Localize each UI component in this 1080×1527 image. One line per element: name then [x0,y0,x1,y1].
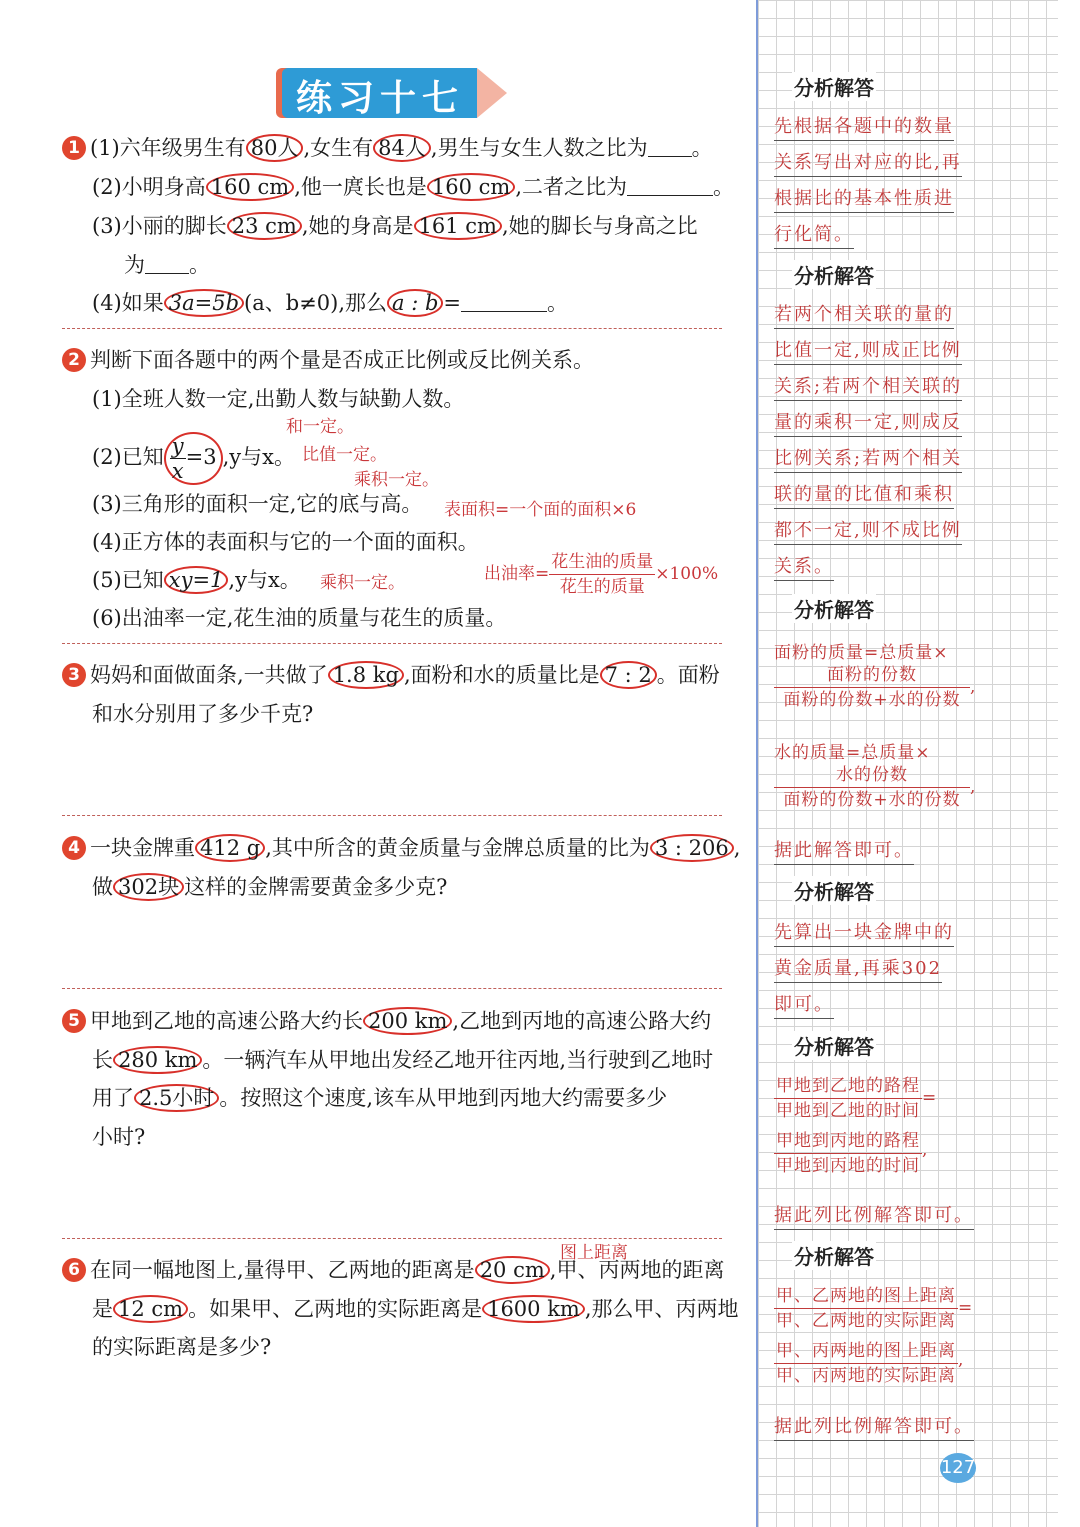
q2-item6: (6)出油率一定,花生油的质量与花生的质量。 [92,606,507,630]
analysis-6-formula: $\frac{\text{甲、乙两地的图上距离}}{\text{甲、乙两地的实际距离}}$ = $\frac{\text{甲、丙两地的图上距离}}{\text{甲、丙两地的实际距离}}$ , [776,1286,974,1386]
q2-item3: (3)三角形的面积一定,它的底与高。 [92,492,423,516]
analysis-2-line: 比例关系;若两个相关 [774,446,962,473]
q2-item4: (4)正方体的表面积与它的一个面的面积。 [92,530,479,554]
divider [62,988,722,989]
q2-note3: 乘积一定。 [354,470,439,490]
q5-number: 5 [62,1009,86,1033]
answer-blank[interactable] [145,273,189,274]
page-title: 练习十七 [295,78,464,119]
q6-line2: 是 12 cm 。如果甲、乙两地的实际距离是 1600 km ,那么甲、丙两地 [92,1297,739,1321]
q2-note1: 和一定。 [286,417,354,437]
q3-line1: 3 妈妈和面做面条,一共做了 1.8 kg ,面粉和水的质量比是 7 : 2 。面粉 [62,661,720,689]
analysis-heading-4: 分析解答 [792,876,876,905]
analysis-heading-1: 分析解答 [792,72,876,101]
analysis-1-line: 关系写出对应的比,再 [774,150,962,177]
q2-item1: (1)全班人数一定,出勤人数与缺勤人数。 [92,387,465,411]
q1-part4: (4)如果 3a=5b (a、b≠0),那么 a : b = 。 [92,291,569,315]
analysis-heading-6: 分析解答 [792,1241,876,1270]
analysis-2-line: 量的乘积一定,则成反 [774,410,962,437]
q5-line1: 5 甲地到乙地的高速公路大约长 200 km ,乙地到丙地的高速公路大约 [62,1007,711,1035]
analysis-2-line: 若两个相关联的量的 [774,302,954,329]
analysis-3-line: 据此解答即可。 [774,838,914,865]
q2-note6: 出油率= $\frac{\text{花生油的质量}}{\text{花生的质量}}$ ×100% [484,552,719,597]
analysis-heading-2: 分析解答 [792,260,876,289]
q5-line2: 长 280 km 。一辆汽车从甲地出发经乙地开往丙地,当行驶到乙地时 [92,1048,714,1072]
analysis-4-line: 黄金质量,再乘302 [774,956,942,983]
q1-part2: (2)小明身高 160 cm ,他一庹长也是 160 cm ,二者之比为 。 [92,175,734,199]
q6-number: 6 [62,1258,86,1282]
page-number: 127 [940,1453,976,1483]
q3-line2: 和水分别用了多少千克? [92,702,314,726]
q6-line3: 的实际距离是多少? [92,1335,272,1359]
analysis-2-line: 联的量的比值和乘积 [774,482,954,509]
analysis-2-line: 比值一定,则成正比例 [774,338,962,365]
divider [62,328,722,329]
analysis-heading-5: 分析解答 [792,1031,876,1060]
analysis-4-line: 先算出一块金牌中的 [774,920,954,947]
q6-line1: 6 在同一幅地图上,量得甲、乙两地的距离是 20 cm ,甲、丙两地的距离 [62,1256,724,1284]
analysis-5-formula: $\frac{\text{甲地到乙地的路程}}{\text{甲地到乙地的时间}}$ = $\frac{\text{甲地到丙地的路程}}{\text{甲地到丙地的时间}}$ , [776,1076,938,1176]
q1-part1: 1 (1)六年级男生有 80人 ,女生有 84人 ,男生与女生人数之比为 。 [62,134,713,162]
q4-number: 4 [62,836,86,860]
q1-part3-cont: 为 。 [124,253,210,277]
analysis-4-line: 即可。 [774,992,834,1019]
analysis-heading-3: 分析解答 [792,594,876,623]
q3-number: 3 [62,663,86,687]
analysis-2-line: 关系。 [774,554,834,581]
divider [62,815,722,816]
q4-line1: 4 一块金牌重 412 g ,其中所含的黄金质量与金牌总质量的比为 3 : 206 , [62,834,740,862]
q2-note2: 比值一定。 [302,445,387,465]
analysis-5-line: 据此列比例解答即可。 [774,1203,974,1230]
divider [62,643,722,644]
answer-blank[interactable] [648,156,692,157]
analysis-1-line: 行化简。 [774,222,854,249]
q4-line2: 做 302块 这样的金牌需要黄金多少克? [92,875,448,899]
q5-line3: 用了 2.5小时 。按照这个速度,该车从甲地到丙地大约需要多少 [92,1086,668,1110]
q1-number: 1 [62,136,86,160]
q2-note4: 表面积=一个面的面积×6 [444,500,637,520]
analysis-1-line: 根据比的基本性质进 [774,186,954,213]
analysis-3-formula-2: 水的质量=总质量× $\frac{\text{水的份数}}{\text{面粉的份数+水的份数}}$ , [774,743,977,810]
q2-item2: (2)已知 $\frac{y}{x}$ =3 ,y与x。 [92,434,295,483]
q2-intro: 2 判断下面各题中的两个量是否成正比例或反比例关系。 [62,346,594,374]
analysis-3-formula-1: 面粉的质量=总质量× $\frac{\text{面粉的份数}}{\text{面粉的份数+水的份数}}$ , [774,643,977,710]
analysis-1-line: 先根据各题中的数量 [774,114,954,141]
analysis-2-line: 关系;若两个相关联的 [774,374,962,401]
answer-blank[interactable] [627,195,713,196]
q6-note: 图上距离 [560,1243,628,1263]
q2-item5: (5)已知 xy=1 ,y与x。 [92,568,301,592]
analysis-6-line: 据此列比例解答即可。 [774,1414,974,1441]
answer-blank[interactable] [461,311,547,312]
q1-part3: (3)小丽的脚长 23 cm ,她的身高是 161 cm ,她的脚长与身高之比 [92,214,698,238]
analysis-2-line: 都不一定,则不成比例 [774,518,962,545]
q2-number: 2 [62,348,86,372]
q5-line4: 小时? [92,1125,146,1149]
title-banner-arrow [477,68,507,118]
q2-note5: 乘积一定。 [320,573,405,593]
